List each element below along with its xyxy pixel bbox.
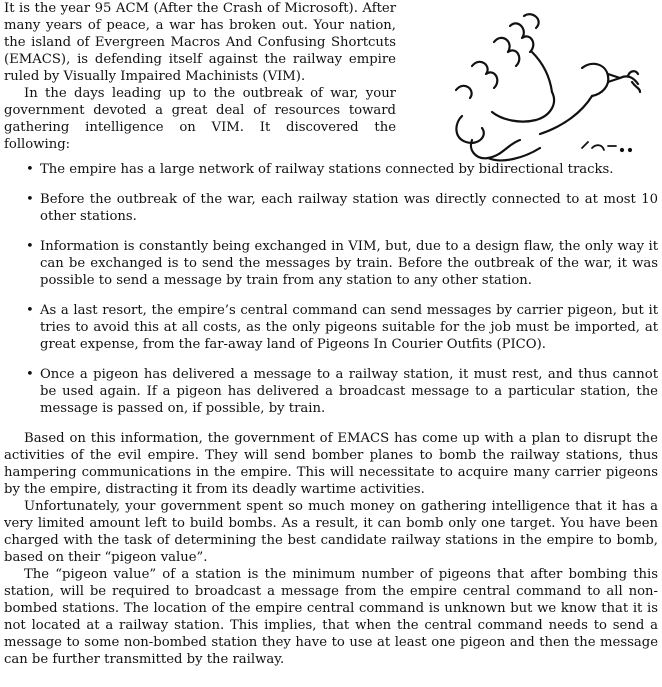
- list-item: [4, 366, 658, 417]
- bullet-icon: •: [26, 367, 34, 382]
- body-paragraph-2: Unfortunately, your government spent so much money on gathering intelligence that it has a very limited amount left to build bombs. As a result, it can bomb only one target. You have been charged with the task of determining the best candidate railway stations in the empire to bomb, based on their “pigeon value”.: [4, 499, 658, 565]
- dove-of-peace-icon: [432, 8, 642, 166]
- list-item-text: The empire has a large network of railway stations connected by bidirectional tracks.: [40, 162, 614, 177]
- list-item-text: As a last resort, the empire’s central command can send messages by carrier pigeon, but it tries to avoid this at all costs, as the only pigeons suitable for the job must be imported, at great expense, from the far-away land of Pigeons In Courier Outfits (PICO).: [40, 303, 658, 352]
- list-item: [4, 302, 658, 353]
- list-item-text: Information is constantly being exchanged in VIM, but, due to a design flaw, the only way it can be exchanged is to send the messages by train. Before the outbreak of the war, it was possible to send a message by train from any station to any other station.: [40, 239, 658, 288]
- bullet-icon: •: [26, 303, 34, 318]
- bullet-icon: •: [26, 192, 34, 207]
- body-paragraph-1: Based on this information, the government of EMACS has come up with a plan to disrupt the activities of the evil empire. They will send bomber planes to bomb the railway stations, thus hampering communications in the empire. This will necessitate to acquire many carrier pigeons by the empire, distracting it from its deadly wartime activities.: [4, 431, 658, 497]
- intro-paragraph-1: It is the year 95 ACM (After the Crash of Microsoft). After many years of peace, a war has broken out. Your nation, the island of Evergreen Macros And Confusing Shortcuts (EMACS), is defending itself against the railway empire ruled by Visually Impaired Machinists (VIM).: [4, 1, 396, 84]
- intro-paragraph-2: In the days leading up to the outbreak of war, your government devoted a great deal of resources toward gathering intelligence on VIM. It discovered the following:: [4, 86, 396, 152]
- list-item-text: Once a pigeon has delivered a message to a railway station, it must rest, and thus cannot be used again. If a pigeon has delivered a broadcast message to a particular station, the message is passed on, if possible, by train.: [40, 367, 658, 416]
- body-paragraph-3: The “pigeon value” of a station is the minimum number of pigeons that after bombing this station, will be required to broadcast a message from the empire central command to all non-bombed stations. The location of the empire central command is unknown but we know that it is not located at a railway station. This implies, that when the central command needs to send a message to some non-bombed station they have to use at least one pigeon and then the message can be further transmitted by the railway.: [4, 567, 658, 667]
- list-item-text: Before the outbreak of the war, each railway station was directly connected to at most 10 other stations.: [40, 192, 658, 224]
- list-item: [4, 238, 658, 289]
- bullet-icon: •: [26, 162, 34, 177]
- intro-section: [4, 0, 396, 153]
- list-item: [4, 191, 658, 225]
- plan-section: [4, 430, 658, 668]
- bullet-icon: •: [26, 239, 34, 254]
- intelligence-list: [4, 161, 658, 417]
